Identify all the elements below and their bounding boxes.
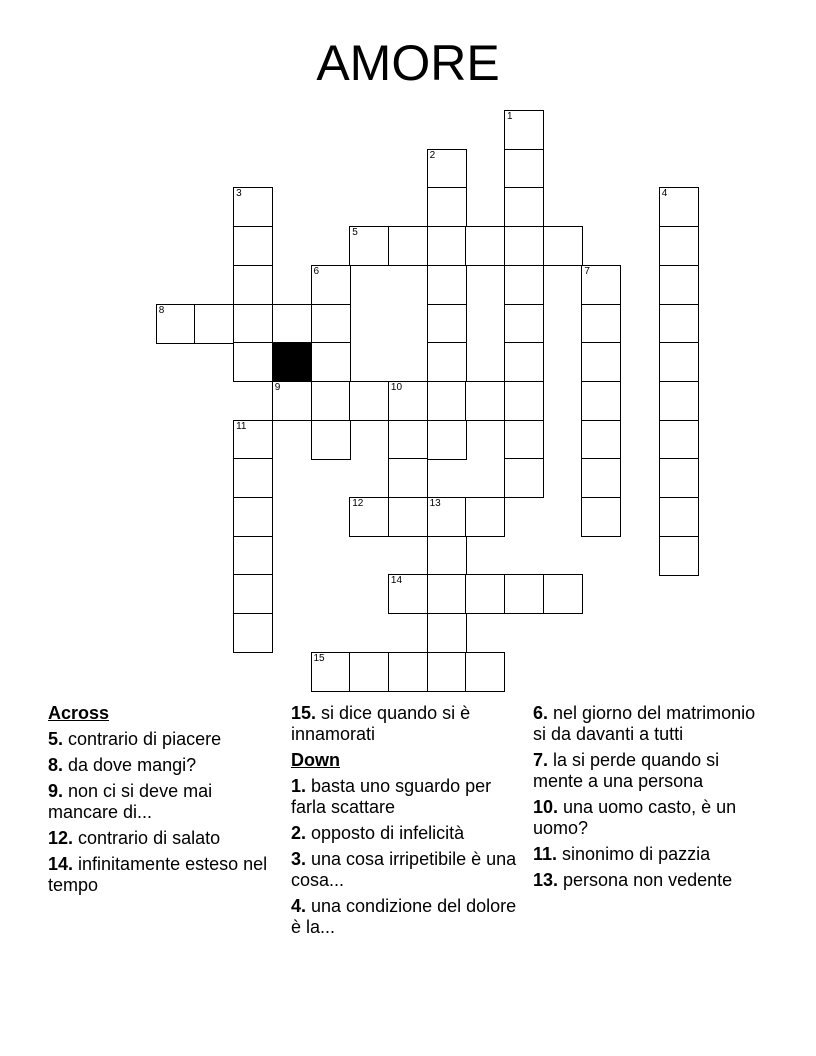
across-header: Across (48, 703, 110, 723)
clue-item[interactable] (48, 781, 273, 823)
grid-cell[interactable] (156, 304, 196, 344)
grid-cell[interactable] (581, 458, 621, 498)
grid-cell[interactable] (581, 342, 621, 382)
grid-cell[interactable] (311, 265, 351, 305)
clue-item[interactable] (48, 828, 273, 849)
grid-cell[interactable] (233, 574, 273, 614)
clue-item-number: 4. (291, 896, 307, 916)
grid-cell[interactable] (233, 226, 273, 266)
grid-cell[interactable] (311, 342, 351, 382)
grid-cell[interactable] (388, 226, 428, 266)
grid-cell[interactable] (581, 304, 621, 344)
clue-item[interactable] (48, 755, 273, 776)
clue-item[interactable] (48, 729, 273, 750)
grid-cell[interactable] (194, 304, 234, 344)
clue-item-text: una uomo casto, è un uomo? (533, 797, 737, 838)
grid-cell[interactable] (659, 226, 699, 266)
clue-number: 14 (390, 575, 403, 587)
grid-cell[interactable] (504, 574, 544, 614)
clue-item-number: 14. (48, 854, 74, 874)
grid-cell[interactable] (659, 420, 699, 460)
grid-cell[interactable] (504, 226, 544, 266)
grid-cell[interactable] (427, 652, 467, 692)
grid-cell[interactable] (659, 342, 699, 382)
clue-item-text: da dove mangi? (63, 755, 197, 775)
clue-item[interactable] (291, 849, 521, 891)
clue-item-number: 6. (533, 703, 549, 723)
clue-item-number: 12. (48, 828, 74, 848)
clue-number: 11 (236, 420, 247, 432)
clue-item-text: sinonimo di pazzia (557, 844, 711, 864)
clue-item-number: 1. (291, 776, 307, 796)
grid-cell[interactable] (504, 265, 544, 305)
clue-item[interactable] (291, 703, 521, 745)
grid-cell[interactable] (349, 381, 389, 421)
grid-cell[interactable] (427, 420, 467, 460)
grid-cell[interactable] (388, 420, 428, 460)
clue-item-text: opposto di infelicità (306, 823, 465, 843)
clue-number: 13 (429, 498, 441, 509)
clue-item-text: una condizione del dolore è la... (291, 896, 517, 937)
clue-item-text: si dice quando si è innamorati (291, 703, 471, 744)
grid-cell[interactable] (233, 342, 273, 382)
grid-cell[interactable] (581, 420, 621, 460)
grid-cell[interactable] (504, 342, 544, 382)
grid-cell[interactable] (427, 574, 467, 614)
grid-cell[interactable] (233, 536, 273, 576)
grid-cell[interactable] (272, 304, 312, 344)
grid-cell[interactable] (427, 265, 467, 305)
grid-cell[interactable] (233, 304, 273, 344)
grid-cell[interactable] (388, 381, 428, 421)
grid-cell[interactable] (465, 497, 505, 537)
grid-cell[interactable] (581, 497, 621, 537)
clue-item-number: 11. (533, 844, 558, 864)
clue-number: 10 (390, 381, 403, 393)
grid-cell[interactable] (504, 187, 544, 227)
grid-cell[interactable] (349, 652, 389, 692)
clue-item-number: 5. (48, 729, 64, 749)
clue-number: 12 (352, 498, 364, 509)
clue-item-number: 13. (533, 870, 559, 890)
grid-cell[interactable] (581, 265, 621, 305)
grid-cell[interactable] (233, 420, 273, 460)
clue-number: 9 (274, 381, 281, 393)
clue-number: 6 (313, 265, 320, 277)
grid-cell[interactable] (349, 226, 389, 266)
grid-cell[interactable] (233, 187, 273, 227)
grid-cell[interactable] (543, 574, 583, 614)
grid-cell[interactable] (465, 652, 505, 692)
grid-cell[interactable] (465, 226, 505, 266)
grid-cell[interactable] (504, 149, 544, 189)
clue-number: 5 (352, 227, 358, 239)
clue-item-text: basta uno sguardo per farla scattare (291, 776, 492, 817)
clue-item-text: contrario di salato (73, 828, 221, 848)
grid-cell[interactable] (504, 110, 544, 150)
clue-number: 8 (158, 304, 165, 316)
clues-column-1 (48, 703, 273, 901)
grid-cell[interactable] (659, 458, 699, 498)
clue-item[interactable] (533, 797, 773, 839)
clue-item[interactable] (533, 750, 773, 792)
clue-item[interactable] (533, 870, 773, 891)
clue-item-text: infinitamente esteso nel tempo (48, 854, 268, 895)
grid-cell[interactable] (233, 265, 273, 305)
grid-cell[interactable] (659, 497, 699, 537)
clue-item[interactable] (291, 776, 521, 818)
grid-cell[interactable] (311, 304, 351, 344)
grid-cell[interactable] (427, 226, 467, 266)
grid-cell[interactable] (427, 304, 467, 344)
grid-cell[interactable] (233, 613, 273, 653)
clue-item-number: 10. (533, 797, 559, 817)
grid-cell[interactable] (427, 149, 467, 189)
grid-cell[interactable] (504, 304, 544, 344)
clue-item-number: 8. (48, 755, 64, 775)
grid-cell[interactable] (504, 458, 544, 498)
clue-item[interactable] (291, 896, 521, 938)
grid-cell[interactable] (659, 381, 699, 421)
grid-cell[interactable] (465, 574, 505, 614)
grid-cell[interactable] (388, 497, 428, 537)
clue-item-number: 2. (291, 823, 307, 843)
clue-item-text: contrario di piacere (63, 729, 222, 749)
clue-item-number: 7. (533, 750, 549, 770)
clue-item[interactable] (533, 703, 773, 745)
clue-item-number: 9. (48, 781, 64, 801)
clue-item-text: una cosa irripetibile è una cosa... (291, 849, 517, 890)
grid-cell[interactable] (427, 342, 467, 382)
page-title: AMORE (316, 35, 500, 91)
clue-item-number: 3. (291, 849, 307, 869)
grid-cell[interactable] (388, 574, 428, 614)
clue-number: 7 (584, 265, 590, 277)
grid-cell[interactable] (427, 613, 467, 653)
grid-cell[interactable] (311, 381, 351, 421)
grid-cell[interactable] (659, 187, 699, 227)
clue-item[interactable] (291, 823, 521, 844)
grid-cell[interactable] (233, 497, 273, 537)
grid-cell[interactable] (504, 381, 544, 421)
blocked-cell (272, 342, 312, 382)
clue-number: 2 (429, 149, 436, 161)
grid-cell[interactable] (349, 497, 389, 537)
grid-cell[interactable] (659, 536, 699, 576)
clue-number: 15 (313, 652, 325, 664)
grid-cell[interactable] (388, 652, 428, 692)
clue-number: 1 (507, 111, 513, 122)
clue-item[interactable] (533, 844, 773, 865)
grid-cell[interactable] (311, 652, 351, 692)
grid-cell[interactable] (465, 381, 505, 421)
clues-column-3 (533, 703, 773, 896)
grid-cell[interactable] (427, 381, 467, 421)
grid-cell[interactable] (311, 420, 351, 460)
down-header: Down (291, 750, 340, 770)
grid-cell[interactable] (427, 536, 467, 576)
grid-cell[interactable] (233, 458, 273, 498)
grid-cell[interactable] (427, 497, 467, 537)
clue-number: 4 (661, 188, 668, 200)
clue-number: 3 (236, 188, 242, 200)
grid-cell[interactable] (504, 420, 544, 460)
clue-item-text: non ci si deve mai mancare di... (48, 781, 213, 822)
grid-cell[interactable] (659, 265, 699, 305)
clue-item-text: nel giorno del matrimonio si da davanti a tutti (533, 703, 756, 744)
grid-cell[interactable] (388, 458, 428, 498)
grid-cell[interactable] (543, 226, 583, 266)
clues-column-2 (291, 703, 521, 943)
grid-cell[interactable] (272, 381, 312, 421)
grid-cell[interactable] (427, 187, 467, 227)
clue-item-number: 15. (291, 703, 317, 723)
grid-cell[interactable] (581, 381, 621, 421)
clue-item-text: persona non vedente (558, 870, 733, 890)
clue-item[interactable] (48, 854, 273, 896)
clue-item-text: la si perde quando si mente a una persona (533, 750, 720, 791)
grid-cell[interactable] (659, 304, 699, 344)
